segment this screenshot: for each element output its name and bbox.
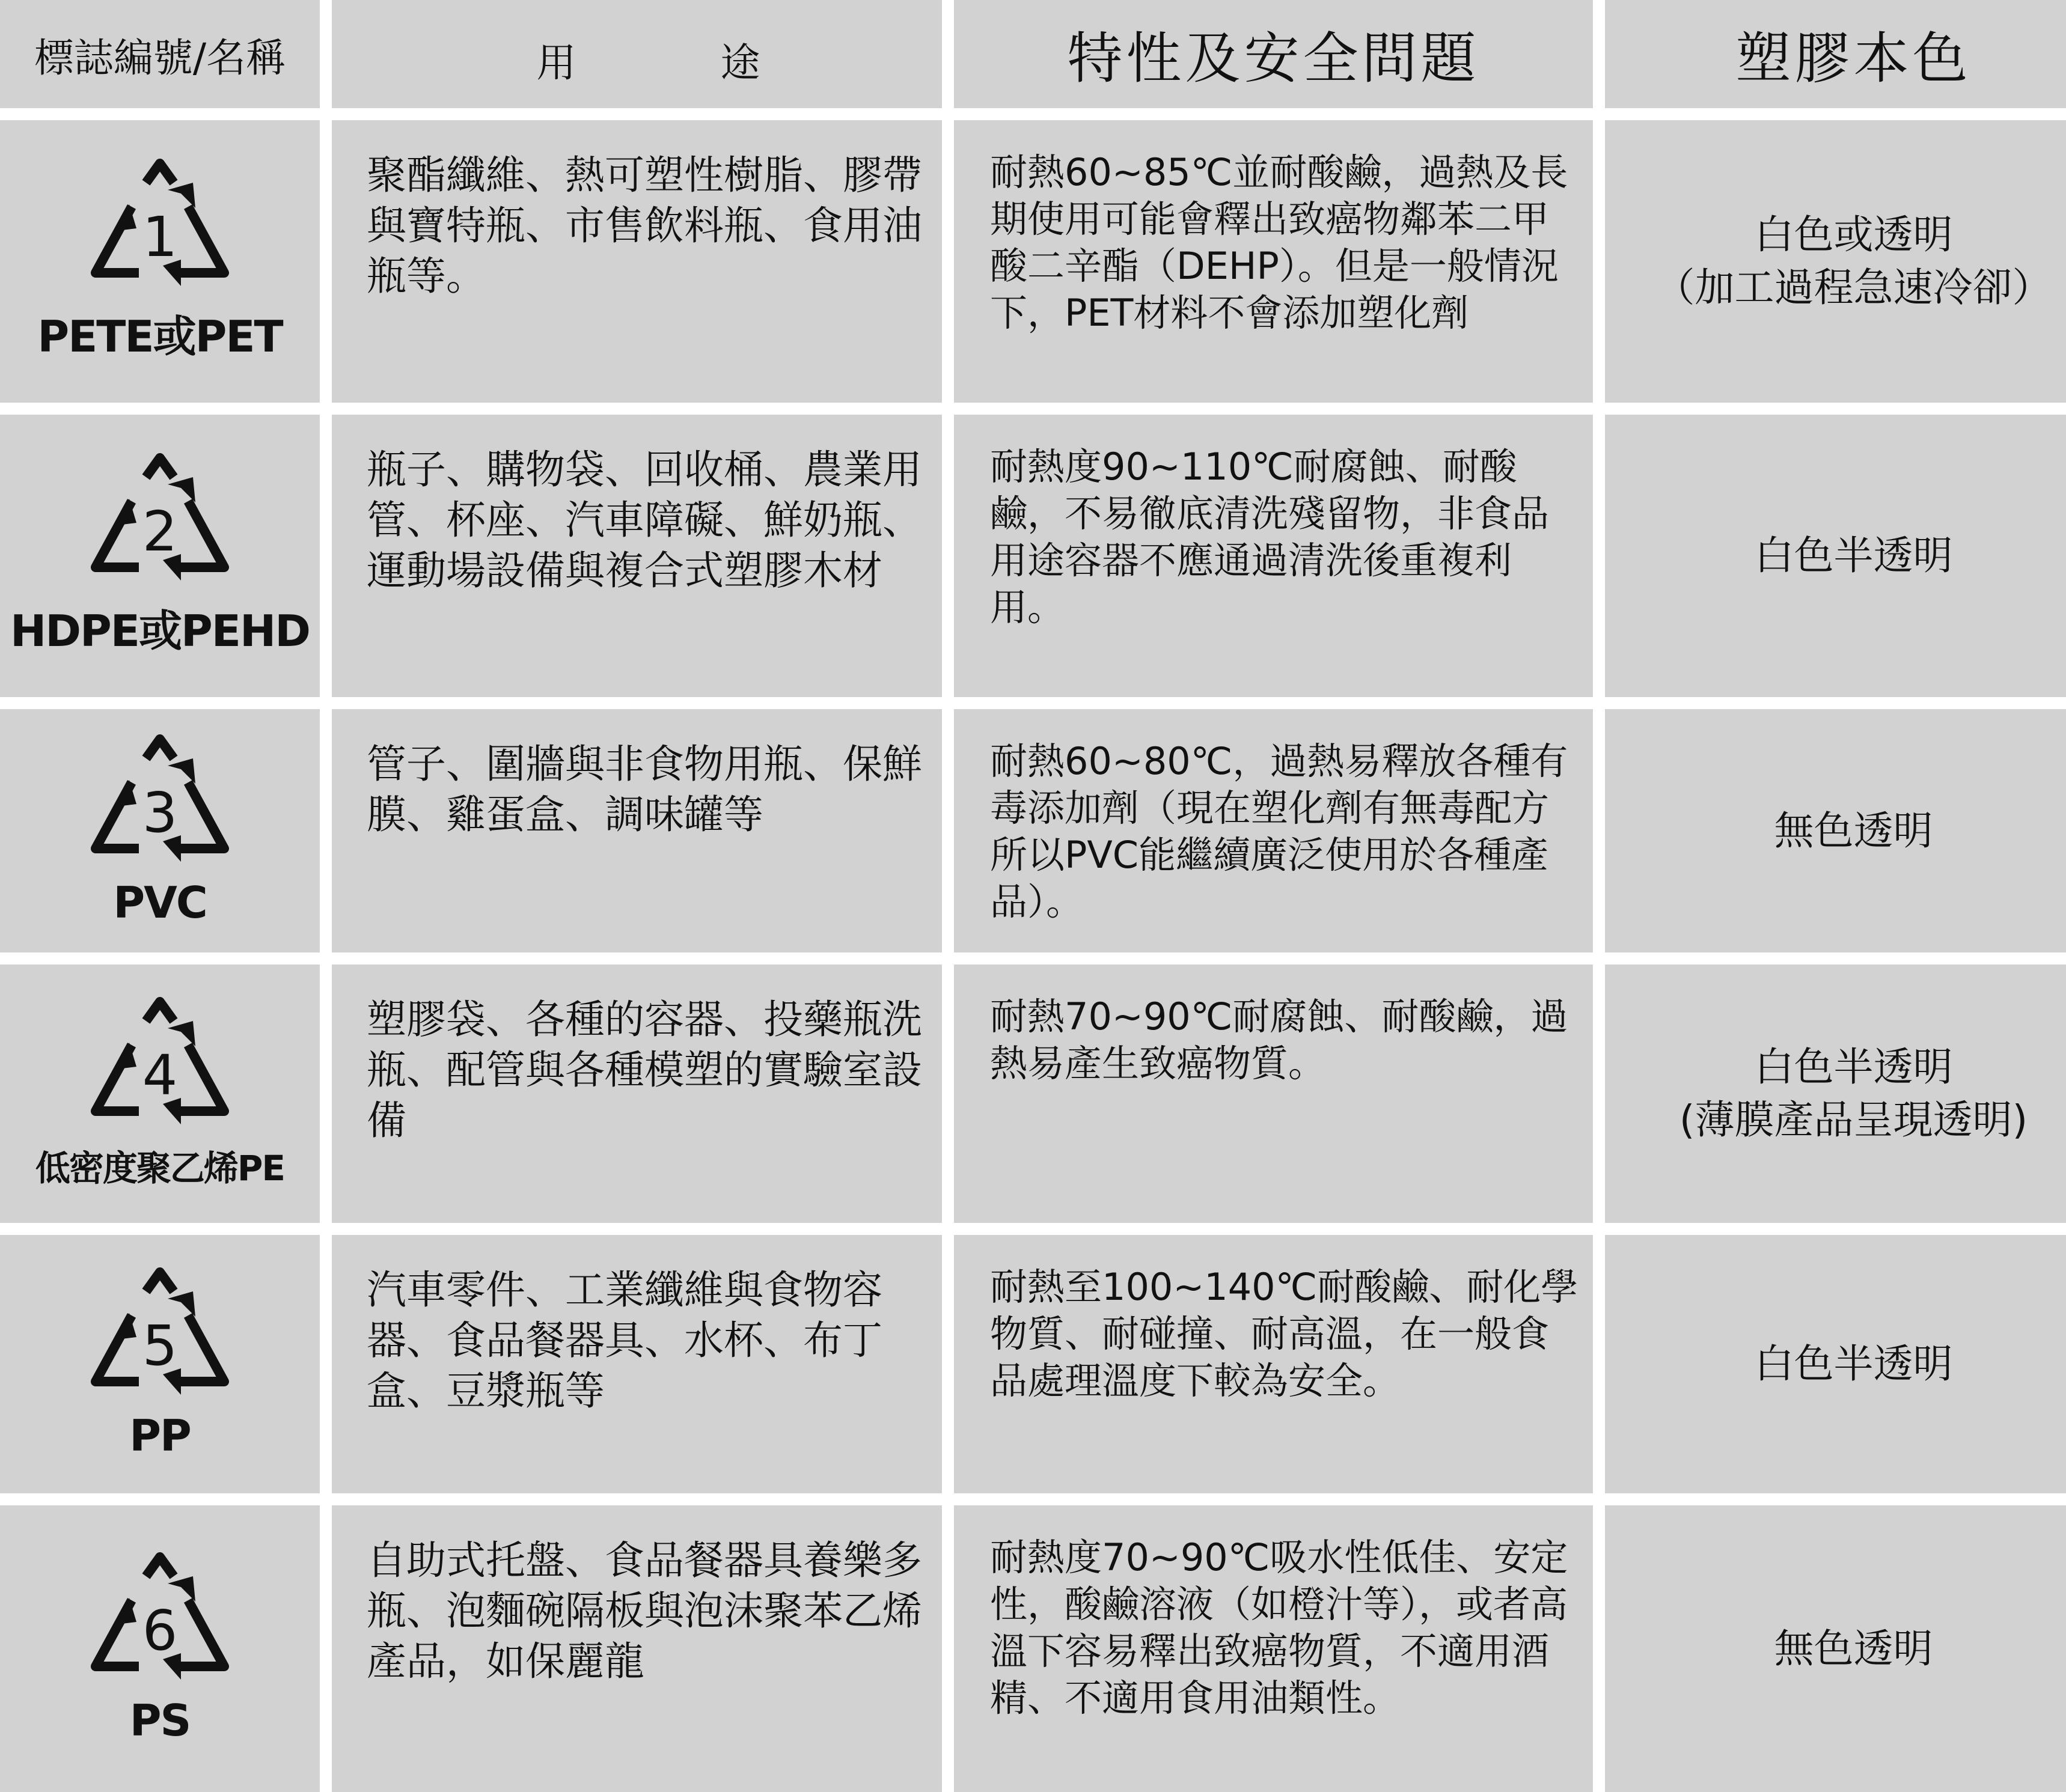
header-color-label: 塑膠本色 [1735, 26, 1972, 91]
code-cell-1 [0, 120, 320, 403]
header-color [1605, 0, 2066, 108]
code-cell-5 [0, 1235, 320, 1493]
header-code [0, 0, 320, 108]
header-use [332, 0, 942, 108]
property-cell-2: 耐熱度90~110℃耐腐蝕、耐酸鹼，不易徹底清洗殘留物，非食品用途容器不應通過清洗後重複利用。 [954, 415, 1593, 697]
recycle-triangle-icon [91, 453, 229, 585]
header-use-label: 用途 [536, 40, 905, 86]
recycle-triangle-icon [91, 997, 229, 1129]
use-cell-5: 汽車零件、工業纖維與食物容器、食品餐器具、水杯、布丁盒、豆漿瓶等 [332, 1235, 942, 1493]
code-number: 6 [142, 1598, 178, 1663]
code-number: 5 [142, 1314, 178, 1378]
code-number: 4 [142, 1043, 178, 1108]
header-code-label: 標誌編號/名稱 [34, 34, 286, 81]
use-cell-6: 自助式托盤、食品餐器具養樂多瓶、泡麵碗隔板與泡沫聚苯乙烯產品，如保麗龍 [332, 1505, 942, 1792]
use-cell-2: 瓶子、購物袋、回收桶、農業用管、杯座、汽車障礙、鮮奶瓶、運動場設備與複合式塑膠木材 [332, 415, 942, 697]
code-name: HDPE或PEHD [10, 606, 310, 656]
color-cell-4: 白色半透明 (薄膜產品呈現透明) [1605, 965, 2066, 1223]
color-cell-6: 無色透明 [1605, 1505, 2066, 1792]
color-cell-5: 白色半透明 [1605, 1235, 2066, 1493]
recycle-triangle-icon [91, 1552, 229, 1684]
recycle-triangle-icon [91, 1267, 229, 1400]
code-number: 1 [142, 205, 178, 269]
code-number: 2 [142, 499, 178, 564]
use-cell-4: 塑膠袋、各種的容器、投藥瓶洗瓶、配管與各種模塑的實驗室設備 [332, 965, 942, 1223]
header-property [954, 0, 1593, 108]
code-name: PVC [113, 877, 207, 928]
code-name: 低密度聚乙烯PE [35, 1148, 285, 1189]
property-cell-4: 耐熱70~90℃耐腐蝕、耐酸鹼，過熱易產生致癌物質。 [954, 965, 1593, 1223]
recycle-triangle-icon [91, 159, 229, 291]
code-cell-3 [0, 709, 320, 952]
use-cell-3: 管子、圍牆與非食物用瓶、保鮮膜、雞蛋盒、調味罐等 [332, 709, 942, 952]
header-property-label: 特性及安全問題 [1067, 26, 1480, 91]
code-name: PS [129, 1695, 191, 1746]
property-cell-1: 耐熱60~85℃並耐酸鹼，過熱及長期使用可能會釋出致癌物鄰苯二甲酸二辛酯（DEHP）。但是一般情況下，PET材料不會添加塑化劑 [954, 120, 1593, 403]
color-cell-2: 白色半透明 [1605, 415, 2066, 697]
use-cell-1: 聚酯纖維、熱可塑性樹脂、膠帶與寶特瓶、市售飲料瓶、食用油瓶等。 [332, 120, 942, 403]
recycle-triangle-icon [91, 734, 229, 867]
code-cell-4 [0, 965, 320, 1223]
code-cell-6 [0, 1505, 320, 1792]
code-name: PP [129, 1410, 191, 1461]
property-cell-3: 耐熱60~80℃，過熱易釋放各種有毒添加劑（現在塑化劑有無毒配方所以PVC能繼續廣泛使用於各種產品）。 [954, 709, 1593, 952]
property-cell-5: 耐熱至100~140℃耐酸鹼、耐化學物質、耐碰撞、耐高溫，在一般食品處理溫度下較為安全。 [954, 1235, 1593, 1493]
code-name: PETE或PET [37, 311, 283, 362]
code-number: 3 [142, 780, 178, 845]
color-cell-3: 無色透明 [1605, 709, 2066, 952]
color-cell-1: 白色或透明 （加工過程急速冷卻） [1605, 120, 2066, 403]
code-cell-2 [0, 415, 320, 697]
property-cell-6: 耐熱度70~90℃吸水性低佳、安定性，酸鹼溶液（如橙汁等），或者高溫下容易釋出致癌物質，不適用酒精、不適用食用油類性。 [954, 1505, 1593, 1792]
